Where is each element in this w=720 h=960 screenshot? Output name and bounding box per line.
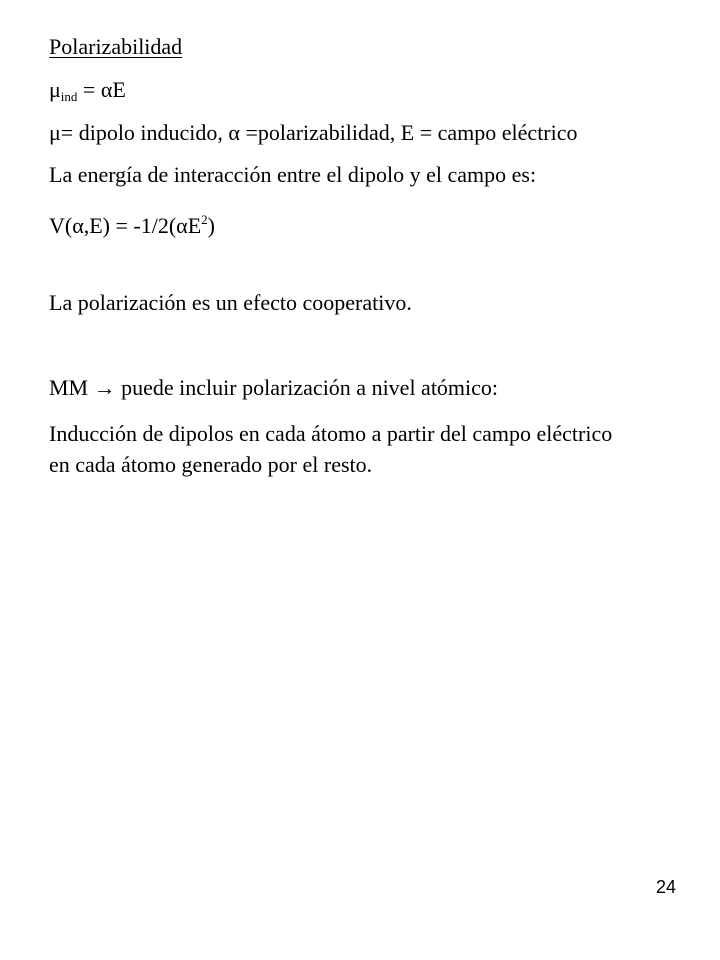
arrow-right-icon: → [93, 375, 116, 400]
mm-prefix: MM [49, 375, 94, 400]
induction-line-2: en cada átomo generado por el resto. [49, 452, 373, 477]
energy-statement: La energía de interacción entre el dipolo y el campo es: [49, 162, 537, 187]
page-number: 24 [656, 877, 677, 897]
equation-rhs: ) [207, 213, 215, 238]
mm-statement [49, 373, 498, 403]
mm-rest: puede incluir polarización a nivel atómico: [115, 375, 499, 400]
induction-line-1: Inducción de dipolos en cada átomo a partir del campo eléctrico [49, 421, 613, 446]
equation-rest: = αE [77, 77, 126, 102]
superscript-2: 2 [201, 212, 208, 227]
equation-lhs: V(α,E) = -1/2(αE [49, 213, 202, 238]
definitions-line: μ= dipolo inducido, α =polarizabilidad, E = campo eléctrico [49, 120, 578, 145]
equation-induced-dipole [49, 75, 126, 112]
mu-symbol: μ [49, 77, 61, 102]
cooperative-statement: La polarización es un efecto cooperativo. [49, 290, 412, 315]
equation-energy [49, 205, 215, 241]
subscript-ind: ind [60, 89, 78, 104]
slide-title: Polarizabilidad [49, 34, 183, 59]
